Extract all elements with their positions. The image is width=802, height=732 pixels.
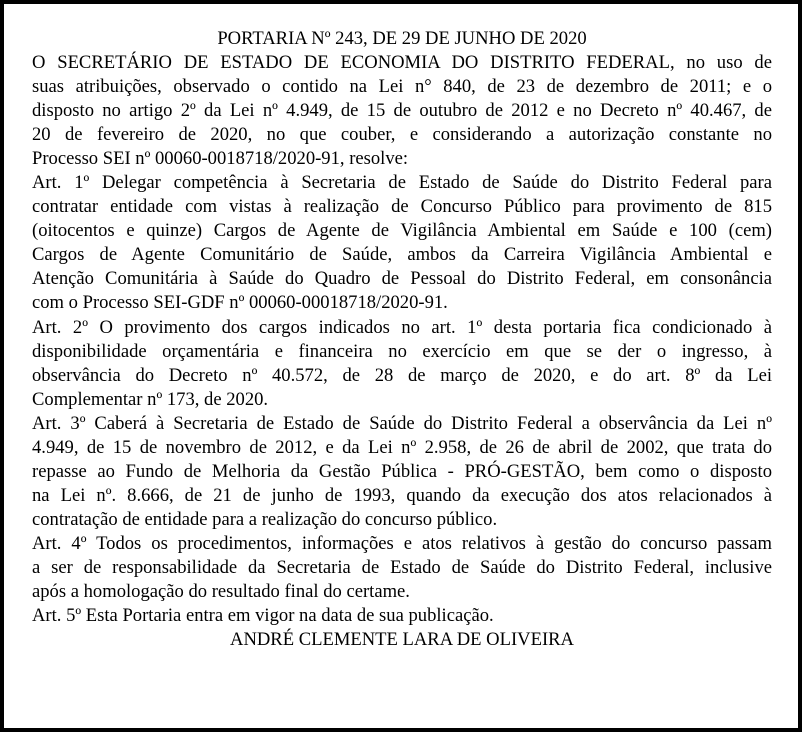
- preamble-line: O SECRETÁRIO DE ESTADO DE ECONOMIA DO DISTRITO FEDERAL, no uso de: [32, 52, 772, 73]
- preamble-line: disposto no artigo 2º da Lei nº 4.949, de 15 de outubro de 2012 e no Decreto nº 40.467, de: [32, 100, 772, 121]
- article-2-line: Complementar nº 173, de 2020.: [32, 389, 269, 410]
- article-1-line: Atenção Comunitária à Saúde do Quadro de Pessoal do Distrito Federal, em consonância: [32, 268, 772, 289]
- preamble-line: Processo SEI nº 00060-0018718/2020-91, resolve:: [32, 148, 409, 169]
- article-1-line: com o Processo SEI-GDF nº 00060-00018718/2020-91.: [32, 292, 448, 313]
- article-2-line: disponibilidade orçamentária e financeira no exercício em que se der o ingresso, à: [32, 341, 772, 362]
- article-3-line: Art. 3º Caberá à Secretaria de Estado de Saúde do Distrito Federal a observância da Lei nº: [32, 413, 772, 434]
- article-1-line: (oitocentos e quinze) Cargos de Agente de Vigilância Ambiental em Saúde e 100 (cem): [32, 220, 772, 241]
- signatory-name: ANDRÉ CLEMENTE LARA DE OLIVEIRA: [230, 629, 574, 650]
- article-3-line: na Lei nº. 8.666, de 21 de junho de 1993, quando da execução dos atos relacionados à: [32, 485, 772, 506]
- article-2-line: observância do Decreto nº 40.572, de 28 de março de 2020, e do art. 8º da Lei: [32, 365, 772, 386]
- article-5-line: Art. 5º Esta Portaria entra em vigor na data de sua publicação.: [32, 605, 494, 626]
- article-3-line: contratação de entidade para a realização do concurso público.: [32, 509, 498, 530]
- article-4-line: após a homologação do resultado final do certame.: [32, 581, 410, 602]
- article-1-line: contratar entidade com vistas à realização de Concurso Público para provimento de 815: [32, 196, 772, 217]
- preamble-line: suas atribuições, observado o contido na Lei n° 840, de 23 de dezembro de 2011; e o: [32, 76, 772, 97]
- article-3-line: repasse ao Fundo de Melhoria da Gestão Pública - PRÓ-GESTÃO, bem como o disposto: [32, 461, 772, 482]
- article-4-line: Art. 4º Todos os procedimentos, informações e atos relativos à gestão do concurso passam: [32, 533, 772, 554]
- article-2-line: Art. 2º O provimento dos cargos indicados no art. 1º desta portaria fica condicionado à: [32, 317, 772, 338]
- document-title: PORTARIA Nº 243, DE 29 DE JUNHO DE 2020: [217, 28, 587, 49]
- preamble-line: 20 de fevereiro de 2020, no que couber, e considerando a autorização constante no: [32, 124, 772, 145]
- article-1-line: Art. 1º Delegar competência à Secretaria de Estado de Saúde do Distrito Federal para: [32, 172, 772, 193]
- article-1-line: Cargos de Agente Comunitário de Saúde, ambos da Carreira Vigilância Ambiental e: [32, 244, 772, 265]
- article-3-line: 4.949, de 15 de novembro de 2012, e da Lei nº 2.958, de 26 de abril de 2002, que trata do: [32, 437, 772, 458]
- article-4-line: a ser de responsabilidade da Secretaria de Estado de Saúde do Distrito Federal, inclusive: [32, 557, 772, 578]
